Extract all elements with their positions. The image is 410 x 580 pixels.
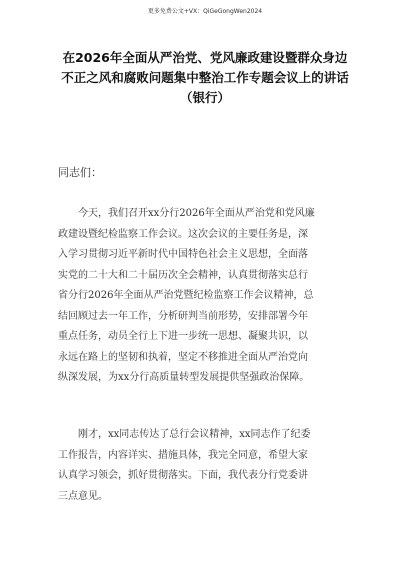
title-line: （银行） [179,90,230,105]
paragraph-line: 刚才，xx同志传达了总行会议精神，xx同志作了纪委 [78,429,311,440]
paragraph-line: 永远在路上的坚韧和执着，坚定不移推进全面从严治党向 [58,351,308,363]
salutation: 同志们： [58,166,102,179]
paragraph-line: 三点意见。 [58,490,108,502]
title-line: 在2026年全面从严治党、党风廉政建设暨群众身边 [62,50,348,65]
paragraph-line: 工作报告，内容详实、措施具体，我完全同意，希望大家 [58,449,308,461]
paragraph-line: 今天，我们召开xx分行2026年全面从严治党和党风廉 [78,208,315,219]
body-paragraph [58,425,352,507]
page-header-note: 更多免费公文+VX：QiGeGongWen2024 [147,8,263,15]
paragraph-line: 结回顾过去一年工作，分析研判当前形势，安排部署今年 [58,310,308,322]
paragraph-line: 认真学习领会，抓好贯彻落实。下面，我代表分行党委讲 [58,470,308,481]
paragraph-line: 入学习贯彻习近平新时代中国特色社会主义思想，全面落 [58,249,308,260]
paragraph-line: 省分行2026年全面从严治党暨纪检监察工作会议精神，总 [58,290,314,301]
title-line: 不正之风和腐败问题集中整治工作专题会议上的讲话 [61,70,349,85]
paragraph-line: 政建设暨纪检监察工作会议。这次会议的主要任务是，深 [58,228,308,240]
paragraph-line: 重点任务，动员全行上下进一步统一思想、凝聚共识，以 [58,331,308,342]
paragraph-line: 实党的二十大和二十届历次全会精神，认真贯彻落实总行 [58,269,308,281]
document-title [58,48,352,108]
paragraph-line: 纵深发展，为xx分行高质量转型发展提供坚强政治保障。 [58,372,310,383]
body-paragraph [58,204,352,389]
